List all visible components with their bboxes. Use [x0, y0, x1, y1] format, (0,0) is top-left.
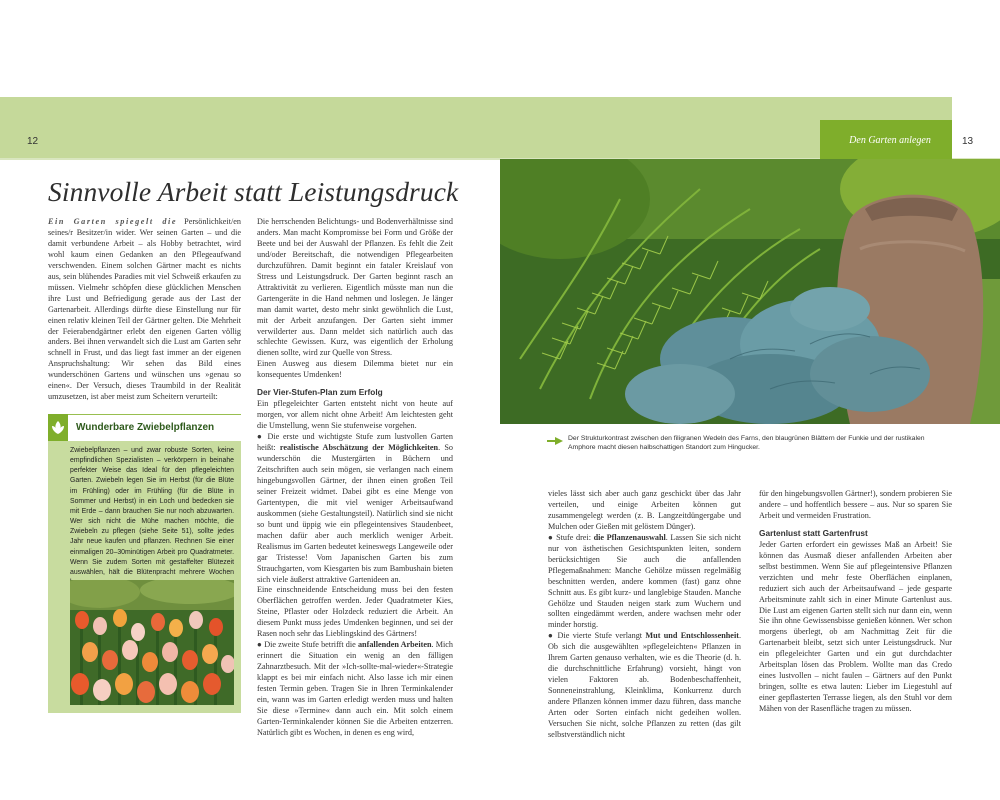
info-box-icon-tile [48, 414, 68, 441]
paragraph: Persönlichkeit/en seines/r Besitzer/in wider. Wer seinen Garten – und die damit verbundene Arbeit – als Hobby betrachtet, wird wohl kaum einen Gedanken an den Pflegeaufwand verschwenden. Einem solchen Gärtner macht es nichts aus, sein blühendes Paradies mit viel Schweiß erkaufen zu müssen. Vielmehr schöpfen diese glücklichen Menschen ihre Lust und Befriedigung gerade aus der Last der Gartenarbeit. Allerdings dürfte diese Einstellung nur für einen relativ kleinen Teil der Gärtner gelten. Die Mehrheit der Feierabendgärtner erlebt den eigenen Garten völlig anders. Bei ihnen verwandelt sich die Lust am Garten sehr schnell in Frust, und das liegt fast immer an der eigenen Anspruchshaltung: Wir sehen das Bild eines wunderschönen Gartens und wünschen uns »genau so einen«. Der Versuch, dieses Traumbild in der Realität umzusetzen, ist aber meist zum Scheitern verurteilt: [48, 217, 241, 402]
emphasis: Mut und Entschlossenheit [645, 631, 739, 641]
paragraph: . So wunderschön die Mustergärten in Büchern und Zeitschriften auch sein mögen, sie verlangen nach einem hingebungsvollen Gärtner, der ihnen einen großen Teil seiner Freizeit widmet. Dabei gibt es eine Menge von Gartentypen, die mit viel weniger Arbeitsaufwand auskommen (siehe Gestaltungsteil). Natürlich sind sie nicht so bunt und üppig wie ein pflegeintensives Staudenbeet, machen dafür aber auch merklich weniger Arbeit. Realismus im Garten bedeutet keineswegs Langeweile oder gar Tristesse! Vom Japanischen Garten bis zum Strauchgarten, vom Kiesgarten bis zum Bambushain bieten sich viele äußerst attraktive Gartenideen an. [257, 443, 453, 584]
paragraph: Die herrschenden Belichtungs- und Bodenverhältnisse sind anders. Man macht Kompromisse bei Form und Größe der Beete und bei der Auswahl der Pflanzen. Es fehlt die Zeit und/oder Bereitschaft, die notwendigen Pflegearbeiten durchzuführen. Damit beginnt ein fataler Kreislauf von Stress und Leistungsdruck. Der Garten beginnt rasch an Attraktivität zu verlieren. Eigentlich müsste man nun die Gartengeräte in die Hand nehmen und loslegen. Je länger man damit wartet, desto mehr sinkt gewöhnlich die Lust, mit der Arbeit anzufangen. Der Garten sieht immer verwilderter aus. Dann meldet sich natürlich auch das schlechte Gewissen. Kurz, was eigentlich der Erholung dienen sollte, wird zur Quelle von Stress. [257, 217, 453, 358]
info-box-title: Wunderbare Zwiebelpflanzen [76, 422, 215, 433]
paragraph: vieles lässt sich aber auch ganz geschickt über das Jahr verteilen, und einige Arbeiten können gut zusammengelegt werden (z. B. Langzeitdüngergabe und Mulchen oder Gießen mit gelöstem Dünger). [548, 489, 741, 531]
bullet: ● [548, 631, 558, 641]
paragraph: Die vierte Stufe verlangt [557, 631, 646, 641]
paragraph: Jeder Garten erfordert ein gewisses Maß an Arbeit! Sie können das Ausmaß dieser anfallenden Arbeiten aber selbst bestimmen. Wenn Sie auf pflegeintensive Pflanzen verzichten und mehr feste Oberflächen einplanen, reduziert sich auch der Arbeitsaufwand – jede gesparte Arbeitsminute zahlt sich in einer Minute Gartenlust aus. Die Lust am eigenen Garten stellt sich nur dann ein, wenn Sie ihn ohne Gewissensbisse genießen können. Wer schon morgens überlegt, ob am Nachmittag Zeit für die Gartenarbeit bleibt, setzt sich unter Leistungsdruck. Nur ein pflegeleichter Garten und ein gut durchdachter Arbeitsplan lösen das Problem. Wollte man das Credo eines lustvollen – nicht faulen – Gärtners auf den Punkt bringen, sollte es etwa lauten: Lieber im Liegestuhl auf einer gepflasterten Terrasse liegen, als den Stuhl vor dem Mähen von der Rasenfläche tragen zu müssen. [759, 539, 952, 714]
page-title: Sinnvolle Arbeit statt Leistungsdruck [48, 176, 459, 207]
paragraph: für den hingebungsvollen Gärtner!), sondern probieren Sie andere – und hoffentlich bessere – aus. Nur so sparen Sie Arbeit und vermeiden Frustration. [759, 489, 952, 520]
info-box-paragraph: Zwiebelpflanzen – und zwar robuste Sorten, keine empfindlichen Spezialisten – verkörpern in beinahe perfekter Weise das Ideal für den pflegeleichten Garten. Zwiebeln legen Sie im Herbst (für die Blüte im Frühling) oder im Frühling (für die Blüte in Sommer und Herbst) in ein Loch und bedecken sie mit Erde – dann brauchen Sie nur noch abzuwarten. Wer sich nicht die Mühe machen möchte, die Zwiebeln zu pflegen (siehe Seite 51), sollte jedes Jahr neue kaufen und pflanzen. Rechnen Sie einer einmaligen 20–30minütigen Arbeit pro Quadratmeter. Wenn Sie zudem Sorten mit gestaffelter Blütezeit auswählen, hält die Blütenpracht mehrere Wochen [70, 447, 234, 576]
emphasis: realistische Abschätzung der Möglichkeiten [279, 443, 439, 453]
paragraph: Eine einschneidende Entscheidung muss bei den festen Oberflächen getroffen werden. Jeder Quadratmeter Kies, Steine, Pflaster oder Holzdeck reduziert die Arbeit. An diesem Punkt muss jedes Umdenken beginnen, und sei der Rasen noch sehr das Lieblingskind des Gärtners! [257, 585, 453, 639]
paragraph: Die zweite Stufe betrifft die [264, 640, 358, 650]
text-column-3 [548, 489, 741, 741]
leaf-icon [51, 420, 65, 435]
text-column-2 [257, 217, 453, 739]
emphasis: die Pflanzenauswahl [593, 532, 666, 542]
info-box-text [70, 446, 234, 588]
paragraph: Ein pflegeleichter Garten entsteht nicht von heute auf morgen, vor allem nicht ohne Arbeit! Am leichtesten geht die Umstellung, wenn Sie stufenweise vorgehen. [257, 399, 453, 431]
bullet: ● [548, 532, 557, 542]
paragraph: Stufe drei: [556, 532, 594, 542]
paragraph: Die erste und wichtigste Stufe zum lustvollen Garten heißt: [257, 432, 453, 453]
caption-arrow-icon [547, 437, 563, 445]
text-column-1 [48, 217, 241, 403]
paragraph: . Mich erinnert die Situation ein wenig an den fälligen Zahnarztbesuch. Mit der »Ich-sollte-mal-wieder«-Strategie klappt es bei mir einfach nicht. Also lasse ich mir einen festen Termin geben. Tragen Sie in Ihren Terminkalender ein, wann was im Garten erledigt werden muss und halten Sie diese »Termine« dann auch ein. Mit solch einem Garten-Terminkalender können Sie die Arbeiten entzerren. Natürlich gibt es Wochen, in denen es eng wird, [257, 640, 453, 737]
bullet: ● [257, 432, 268, 442]
header-band [0, 97, 952, 159]
section-heading: Der Vier-Stufen-Plan zum Erfolg [257, 387, 383, 398]
fern-hosta-amphora-photo [500, 159, 1000, 424]
bullet: ● [257, 640, 265, 650]
paragraph: . Lassen Sie sich nicht nur von ästhetischen Gesichtspunkten leiten, sondern berücksichtigen Sie auch die anfallenden Pflegemaßnahmen: Manche Gehölze müssen regelmäßig beschnitten werden, andere kommen (fast) ganz ohne Schnitt aus. Es gibt kurz- und langlebige Stauden. Manche Gehölze und Stauden neigen stark zum Wuchern und sollten eingedämmt werden, andere wachsen mehr oder minder horstig. [548, 532, 741, 630]
emphasis: anfallenden Arbeiten [357, 640, 432, 650]
chapter-label: Den Garten anlegen [849, 135, 931, 146]
paragraph: Einen Ausweg aus diesem Dilemma bietet nur ein konsequentes Umdenken! [257, 359, 453, 380]
photo-caption: Der Strukturkontrast zwischen den filigranen Wedeln des Farns, den blaugrünen Blättern der Funkie und der rustikalen Amphore macht diesen halbschattigen Standort zum Hingucker. [568, 435, 925, 452]
lead-in: Ein Garten spiegelt die [48, 217, 178, 226]
right-page-number: 13 [962, 136, 974, 147]
text-column-4 [759, 489, 952, 715]
tulip-bed-photo [70, 580, 234, 705]
left-page-number: 12 [27, 136, 39, 147]
section-heading: Gartenlust statt Gartenfrust [759, 527, 868, 538]
paragraph: . Ob sich die ausgewählten »pflegeleichten« Pflanzen in Ihrem Garten genauso verhalten, wie es die Theorie (d. h. die durchschnittliche Erfahrung) vorsieht, hängt von vielen Faktoren ab. Bodenbeschaffenheit, Sonneneinstrahlung, Kleinklima, Konkurrenz durch andere Pflanzen können immer dazu führen, dass manche Arten oder Sorten einfach nicht gedeihen wollen. Versuchen Sie nicht, solche Pflanzen zu retten (das gilt selbstverständlich nicht [548, 631, 741, 739]
